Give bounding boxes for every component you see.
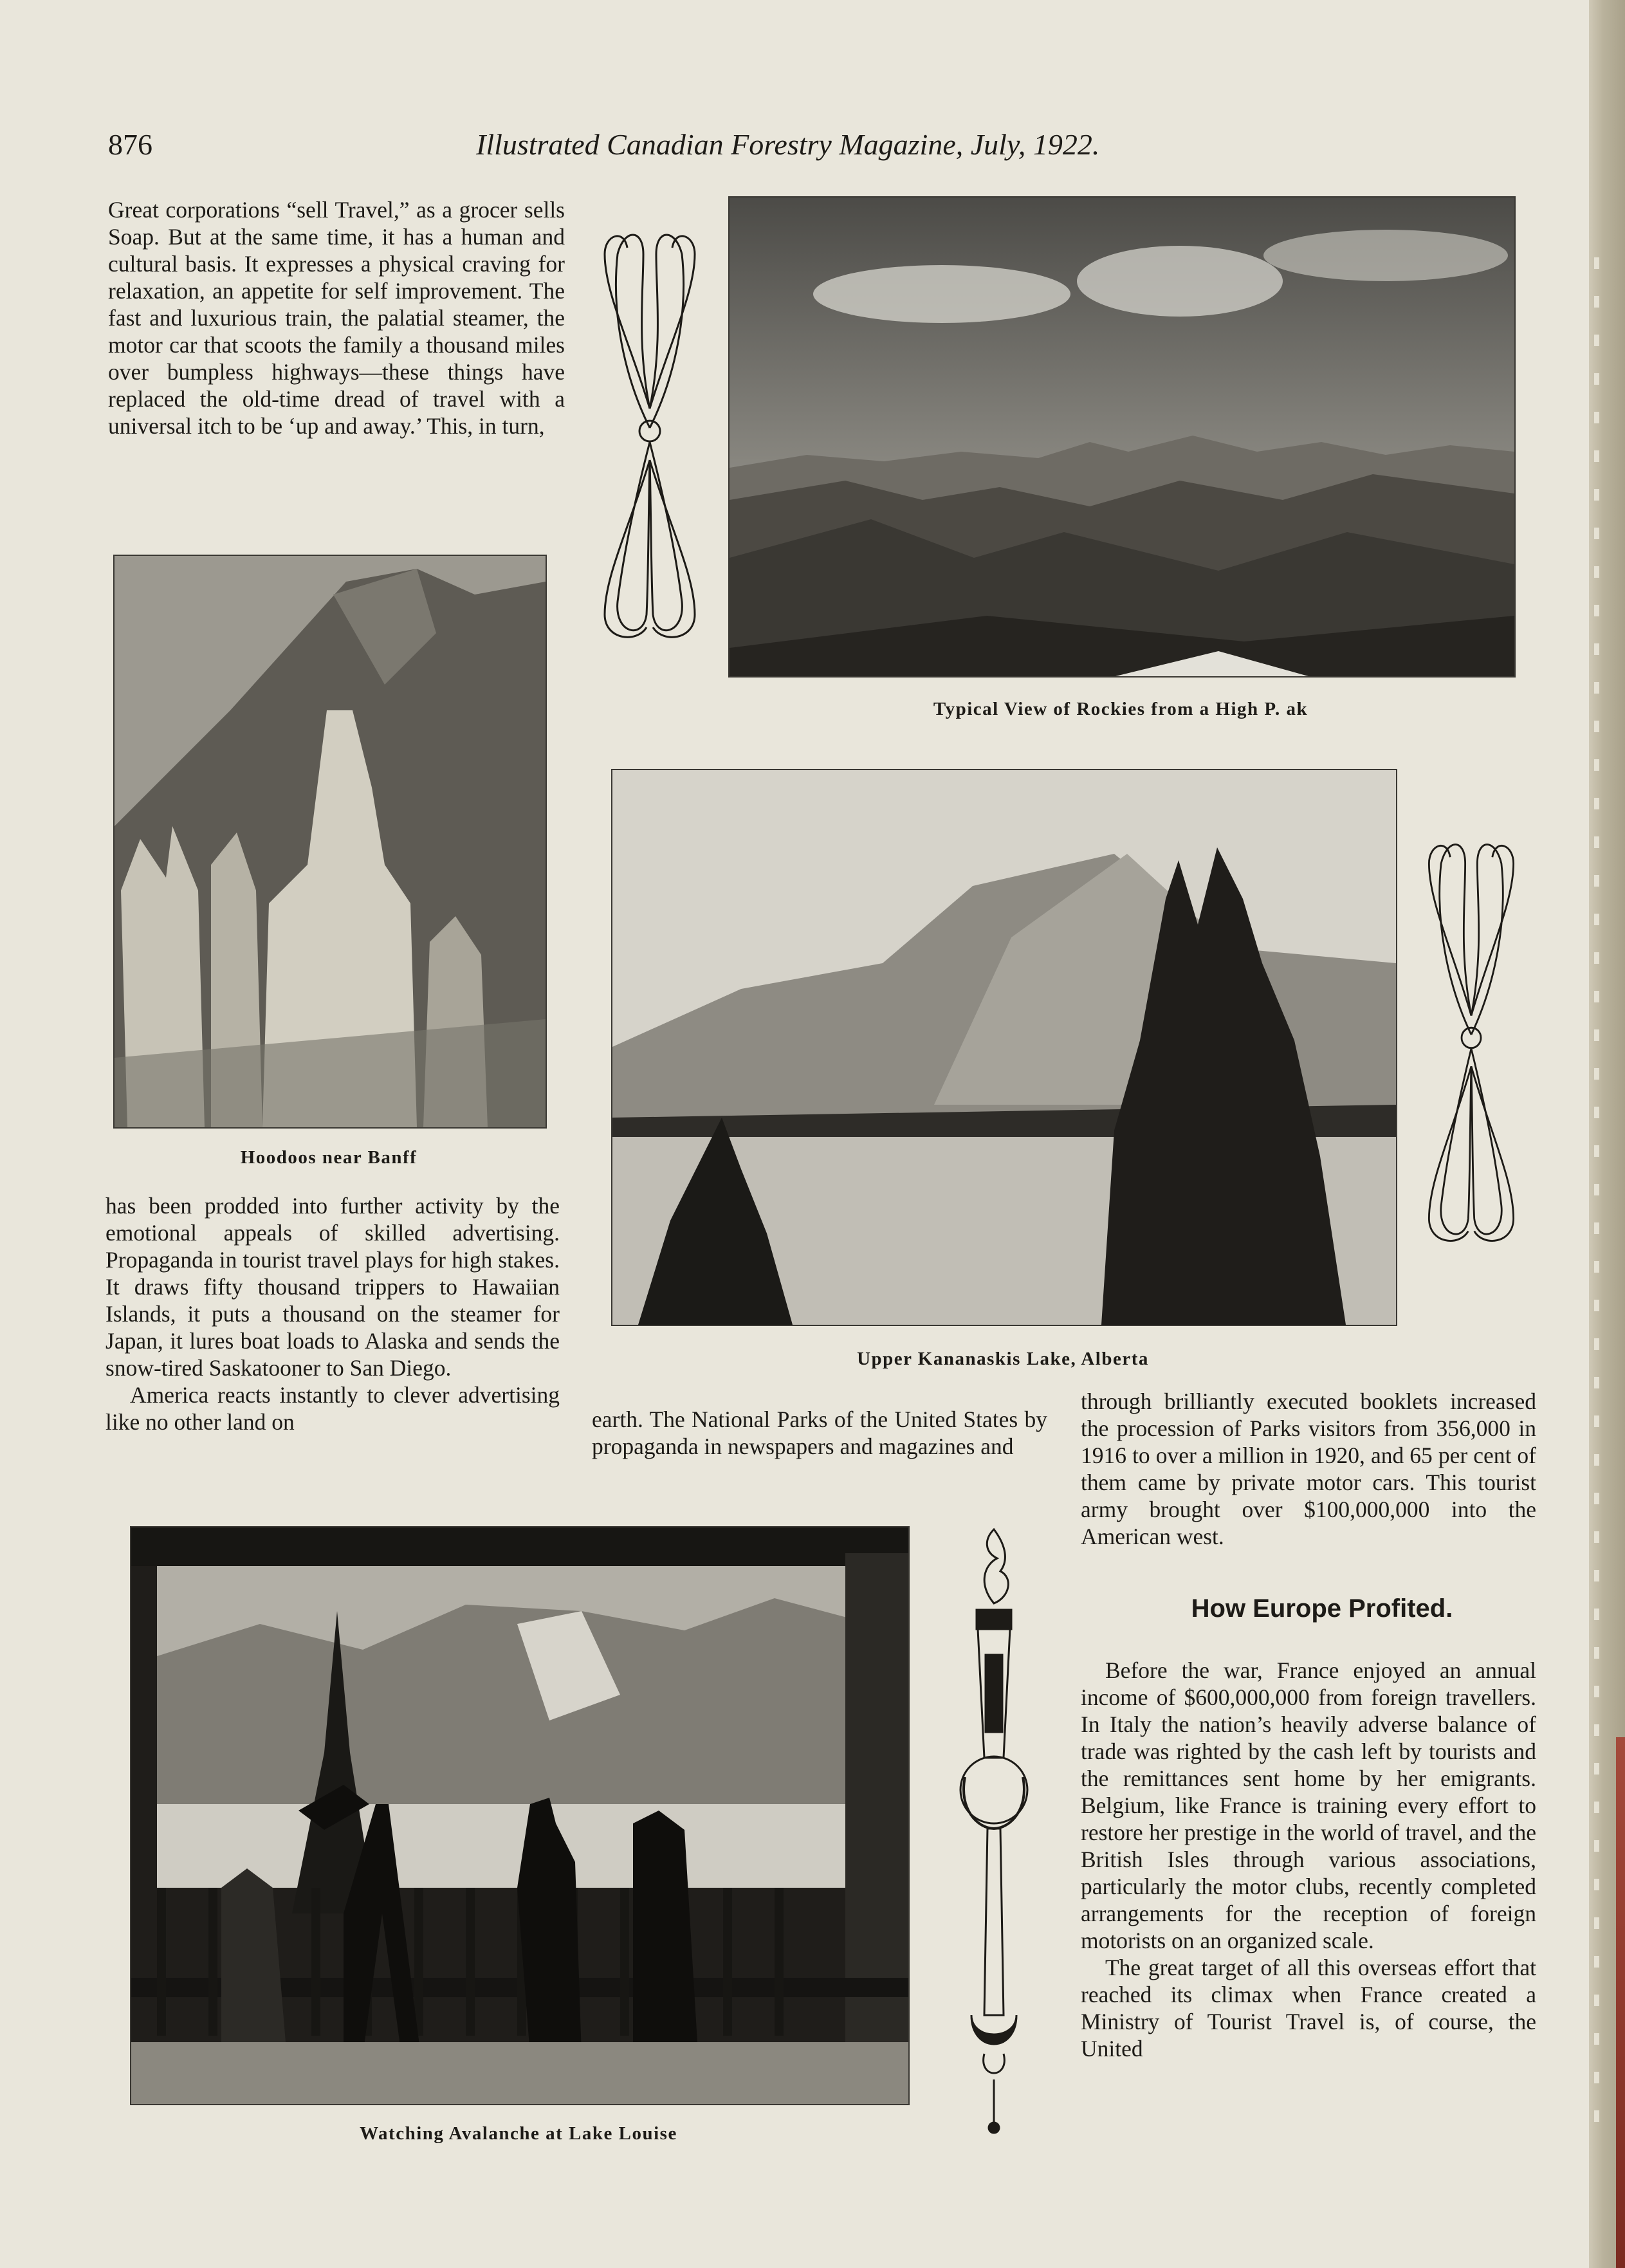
- ornament-lyre-right-icon: [1423, 825, 1519, 1250]
- paragraph: America reacts instantly to clever advertising like no other land on: [106, 1382, 560, 1435]
- photo-avalanche: [130, 1526, 910, 2105]
- binding-stitches: [1594, 257, 1599, 2123]
- right-column-text-bottom: [1081, 1657, 1536, 2062]
- paragraph: earth. The National Parks of the United States by propaganda in newspapers and magazines and: [592, 1406, 1047, 1459]
- paragraph: Great corporations “sell Travel,” as a grocer sells Soap. But at the same time, it has a human and cultural basis. It expresses a physical craving for relaxation, an appetite for self improvement. The fast and luxurious train, the palatial steamer, the motor car that scoots the family a thousand miles over bumpless highways—these things have replaced the old-time dread of travel with a universal itch to be ‘up and away.’ This, in turn,: [108, 197, 565, 439]
- page-number: 876: [108, 128, 152, 161]
- photo-hoodoos-caption: Hoodoos near Banff: [240, 1147, 418, 1168]
- paragraph: The great target of all this overseas effort that reached its climax when France created a Ministry of Tourist Travel is, of course, the United: [1081, 1955, 1536, 2061]
- photo-avalanche-caption: Watching Avalanche at Lake Louise: [360, 2123, 677, 2144]
- section-heading: How Europe Profited.: [1191, 1594, 1453, 1623]
- page-edge-red-strip: [1616, 1737, 1625, 2268]
- ornament-lyre-icon: [598, 216, 701, 647]
- photo-rockies: [728, 196, 1516, 678]
- ornament-torch-icon: [946, 1526, 1042, 2137]
- middle-column-text: [592, 1406, 1047, 1460]
- photo-kananaskis-caption: Upper Kananaskis Lake, Alberta: [857, 1349, 1149, 1369]
- photo-rockies-image: [730, 198, 1514, 676]
- running-header: Illustrated Canadian Forestry Magazine, July, 1922.: [476, 128, 1100, 161]
- photo-rockies-caption: Typical View of Rockies from a High P. ak: [933, 699, 1308, 719]
- paragraph: Before the war, France enjoyed an annual income of $600,000,000 from foreign travellers. In Italy the nation’s heavily adverse balance of trade was righted by the cash left by tourists and the remittances sent home by her emigrants. Belgium, like France is training every effort to restore her prestige in the world of travel, and the British Isles through various associations, particularly the motor clubs, recently completed arrangements for the reception of foreign motorists on an organized scale.: [1081, 1657, 1536, 1953]
- photo-avalanche-image: [131, 1527, 908, 2104]
- right-column-text-top: [1081, 1388, 1536, 1550]
- photo-kananaskis-image: [612, 770, 1396, 1325]
- left-column-bottom-text: [106, 1192, 560, 1435]
- photo-hoodoos: [113, 555, 547, 1129]
- photo-hoodoos-image: [115, 556, 546, 1127]
- left-column-top-text: [108, 196, 565, 439]
- photo-kananaskis: [611, 769, 1397, 1326]
- paragraph: through brilliantly executed booklets increased the procession of Parks visitors from 356,000 in 1916 to over a million in 1920, and 65 per cent of them came by private motor cars. This tourist army brought over $100,000,000 into the American west.: [1081, 1388, 1536, 1549]
- paragraph: has been prodded into further activity by the emotional appeals of skilled advertising. Propaganda in tourist travel plays for high stakes. It draws fifty thousand trippers to Hawaiian Islands, it puts a thousand on the steamer for Japan, it lures boat loads to Alaska and sends the snow-tired Saskatooner to San Diego.: [106, 1193, 560, 1381]
